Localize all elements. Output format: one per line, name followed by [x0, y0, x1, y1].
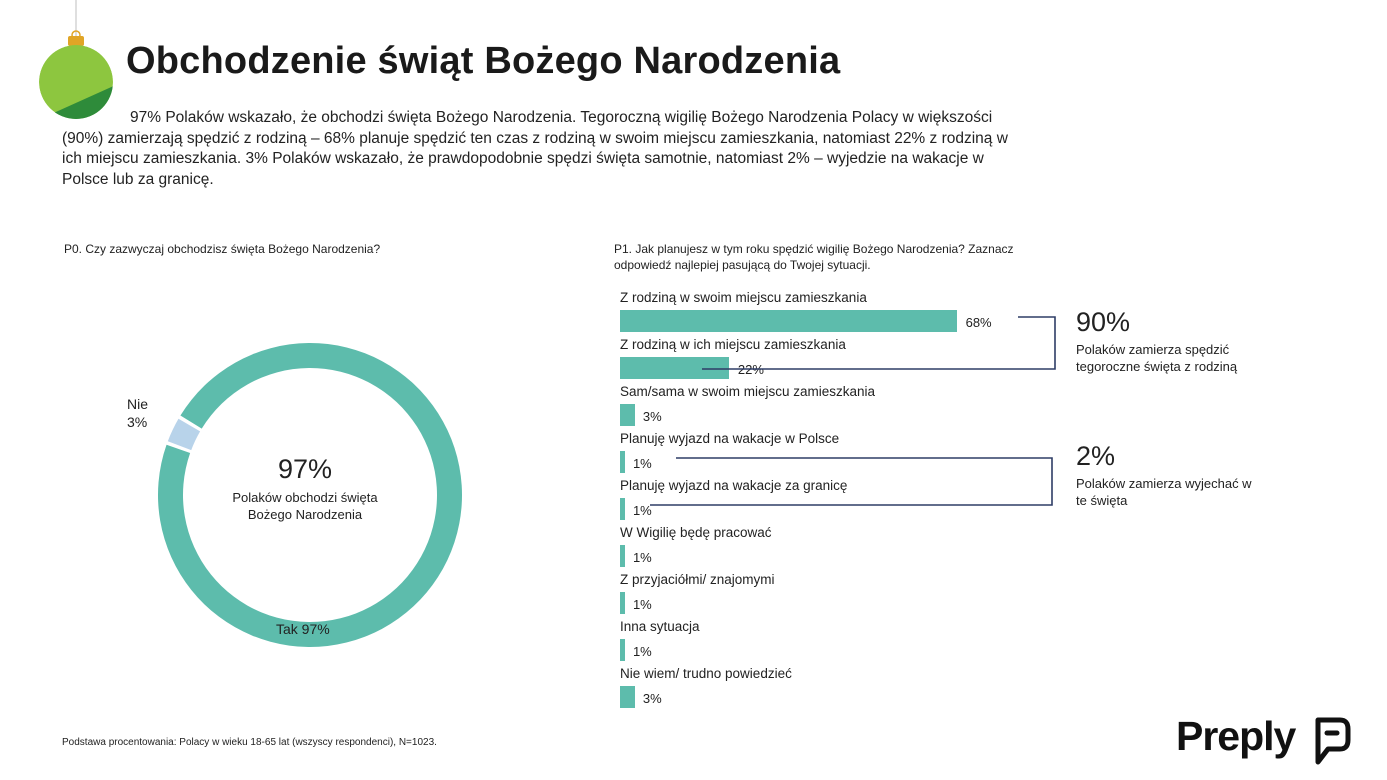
bar-category-label: Inna sytuacja: [620, 619, 700, 634]
bar-category-label: Nie wiem/ trudno powiedzieć: [620, 666, 792, 681]
annotation-value-travel: 2%: [1076, 441, 1116, 471]
bar-category-label: Planuję wyjazd na wakacje za granicę: [620, 478, 848, 493]
bar-category-label: Z rodziną w ich miejscu zamieszkania: [620, 337, 846, 352]
annotation-value-family: 90%: [1076, 307, 1131, 337]
slice-value-nie: 3%: [127, 414, 148, 430]
bar-value-label: 1%: [632, 456, 652, 471]
intro-paragraph: 97% Polaków wskazało, że obchodzi święta Bożego Narodzenia. Tegoroczną wigilię Bożego Narodzenia Polacy w większości (90%) zamierzają spędzić z rodziną – 68% planuje spędzić ten czas z rodziną w swoim miejscu zamieszkania, natomiast 22% z rodziną w ich miejscu zamieszkania. 3% Polaków wskazało, że prawdopodobnie spędzi święta samotnie, natomiast 2% – wyjedzie na wakacje w Polsce lub za granicę.: [62, 109, 1008, 188]
donut-center-label: Polaków obchodzi święta Bożego Narodzenia: [232, 490, 378, 522]
bar-category-label: Sam/sama w swoim miejscu zamieszkania: [620, 384, 876, 399]
annotation-text-travel: Polaków zamierza wyjechać w te święta: [1076, 476, 1252, 508]
slice-name-nie: Nie: [127, 396, 149, 412]
donut-center-value: 97%: [277, 454, 333, 484]
bar-category-label: Z rodziną w swoim miejscu zamieszkania: [620, 290, 867, 305]
annotation-text-family: Polaków zamierza spędzić tegoroczne święta z rodziną: [1076, 342, 1238, 374]
bar-value-label: 3%: [642, 409, 662, 424]
bar-category-label: Z przyjaciółmi/ znajomymi: [620, 572, 775, 587]
bar-category-label: W Wigilię będę pracować: [620, 525, 772, 540]
bar-value-label: 3%: [642, 691, 662, 706]
slice-label-tak: Tak 97%: [276, 621, 330, 637]
chart-title-p0: P0. Czy zazwyczaj obchodzisz święta Bożego Narodzenia?: [64, 242, 381, 256]
bracket-family: [702, 317, 1055, 369]
bracket-travel: [650, 458, 1052, 505]
bar-value-label: 1%: [632, 644, 652, 659]
bar-value-label: 22%: [737, 362, 764, 377]
preply-mark-icon: [1310, 716, 1352, 766]
brand-logo: Preply: [1176, 713, 1296, 759]
bar-category-label: Planuję wyjazd na wakacje w Polsce: [620, 431, 840, 446]
bar-value-label: 1%: [632, 597, 652, 612]
page-title: Obchodzenie świąt Bożego Narodzenia: [126, 40, 841, 82]
footnote: Podstawa procentowania: Polacy w wieku 18-65 lat (wszyscy respondenci), N=1023.: [62, 737, 437, 748]
bar-value-label: 1%: [632, 550, 652, 565]
bar-value-label: 68%: [965, 315, 992, 330]
bar-value-label: 1%: [632, 503, 652, 518]
chart-title-p1: P1. Jak planujesz w tym roku spędzić wigilię Bożego Narodzenia? Zaznacz odpowiedź najlepiej pasującą do Twojej sytuacji.: [614, 242, 1014, 272]
